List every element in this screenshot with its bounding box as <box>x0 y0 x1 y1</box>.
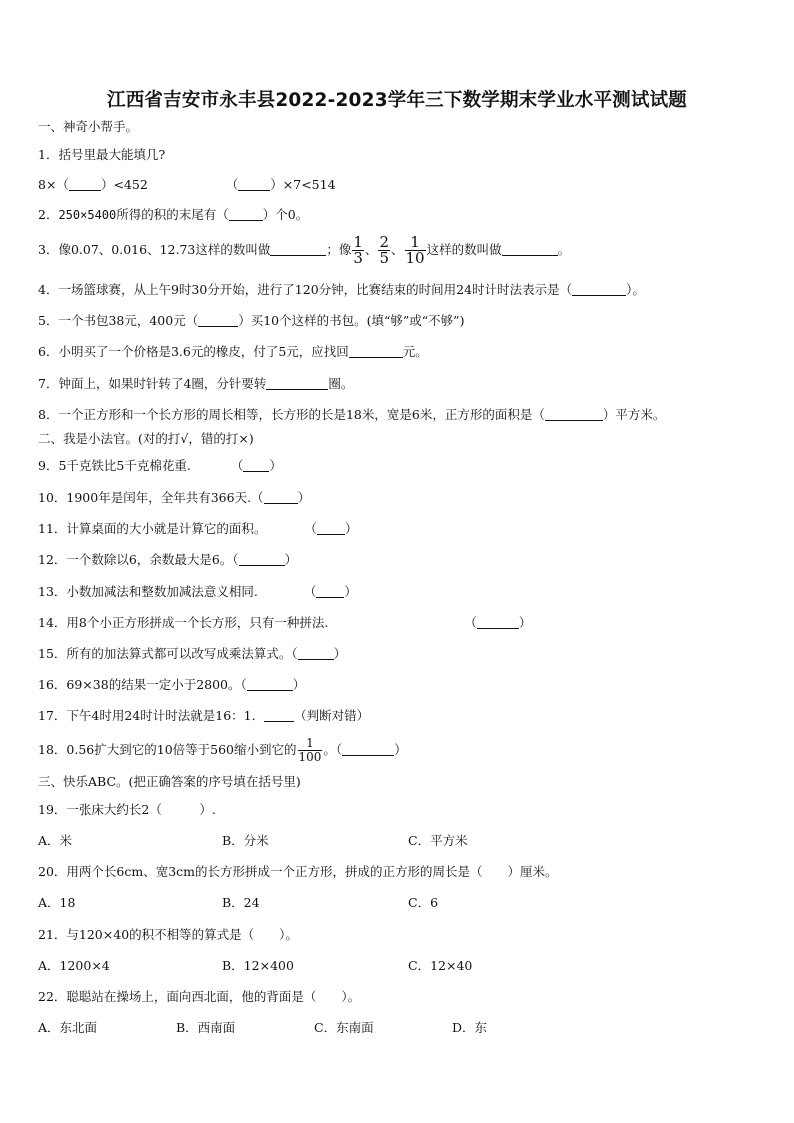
q7-text: 7．钟面上，如果时针转了4圈，分针要转 <box>38 376 267 391</box>
q1-b-prefix: （ <box>225 177 239 192</box>
answer-blank[interactable] <box>502 243 558 256</box>
q3-mid: ；像 <box>326 242 352 257</box>
q9-paren: （ <box>230 458 244 473</box>
question-21: 21．与120×40的积不相等的算式是（ ）。 <box>38 927 298 942</box>
q16-suffix: ） <box>292 677 306 692</box>
q17-suffix: （判断对错） <box>294 708 370 723</box>
denominator: 5 <box>379 249 389 267</box>
q18-text: 18．0.56扩大到它的10倍等于560缩小到它的 <box>38 742 297 757</box>
question-20: 20．用两个长6cm、宽3cm的长方形拼成一个正方形，拼成的正方形的周长是（ ）厘米。 <box>38 864 558 879</box>
question-9 <box>38 457 282 475</box>
question-14 <box>38 614 531 632</box>
q11-suffix: ） <box>344 521 358 536</box>
question-16 <box>38 676 305 694</box>
question-12 <box>38 551 297 569</box>
denominator: 10 <box>405 249 425 267</box>
question-18 <box>38 732 407 768</box>
fraction-1-100 <box>298 737 323 764</box>
q6-text: 6．小明买了一个价格是3.6元的橡皮，付了5元，应找回 <box>38 344 349 359</box>
option-c[interactable]: C．平方米 <box>408 833 468 848</box>
question-19-options <box>38 832 758 850</box>
q17-text: 17．下午4时用24时计时法就是16：1． <box>38 708 265 723</box>
option-a[interactable]: A．东北面 <box>38 1020 98 1035</box>
answer-blank[interactable] <box>198 314 238 327</box>
answer-blank[interactable] <box>69 178 101 191</box>
answer-blank[interactable] <box>239 553 285 566</box>
fraction-1-10 <box>405 235 426 266</box>
question-17 <box>38 707 369 725</box>
question-19: 19．一张床大约长2（ ）. <box>38 802 216 817</box>
numerator: 1 <box>353 233 363 251</box>
q12-text: 12．一个数除以6，余数最大是6。（ <box>38 552 239 567</box>
answer-blank[interactable] <box>247 678 293 691</box>
section-heading-2: 二、我是小法官。(对的打√，错的打×) <box>38 431 254 446</box>
q18-suffix: ） <box>394 742 407 757</box>
q13-suffix: ） <box>344 584 357 599</box>
q8-suffix: ）平方米。 <box>602 407 666 422</box>
page-title: 江西省吉安市永丰县2022-2023学年三下数学期末学业水平测试试题 <box>107 90 687 111</box>
option-d[interactable]: D．东 <box>452 1020 488 1035</box>
q8-text: 8．一个正方形和一个长方形的周长相等，长方形的长是18米，宽是6米，正方形的面积是（ <box>38 407 545 422</box>
answer-blank[interactable] <box>342 743 394 756</box>
q3-text-2: 这样的数叫做 <box>426 242 502 257</box>
answer-blank[interactable] <box>266 377 328 390</box>
section-heading-1: 一、神奇小帮手。 <box>38 119 139 134</box>
denominator: 3 <box>353 249 363 267</box>
denominator: 100 <box>298 750 322 764</box>
question-1: 1．括号里最大能填几? <box>38 147 166 162</box>
question-20-options <box>38 894 758 912</box>
q1-a-prefix: 8×（ <box>38 177 69 192</box>
answer-blank[interactable] <box>545 408 603 421</box>
q5-suffix: ）买10个这样的书包。(填“够”或“不够”) <box>238 313 465 328</box>
option-b[interactable]: B．分米 <box>222 833 269 848</box>
option-c[interactable]: C．12×40 <box>408 958 473 973</box>
fraction-1-3 <box>352 235 364 266</box>
q1-a-suffix: ）<452 <box>100 177 148 192</box>
separator: 、 <box>364 242 378 257</box>
q2-suffix: ）个0。 <box>262 207 309 222</box>
q10-suffix: ） <box>297 490 311 505</box>
q11-paren: （ <box>304 521 317 536</box>
q2-expression: 250×5400 <box>58 208 117 222</box>
question-21-options <box>38 957 758 975</box>
q3-suffix: 。 <box>557 242 571 257</box>
question-4 <box>38 281 645 299</box>
q9-text: 9．5千克铁比5千克棉花重. <box>38 458 191 473</box>
option-b[interactable]: B．西南面 <box>176 1020 236 1035</box>
question-5 <box>38 312 464 330</box>
option-a[interactable]: A．1200×4 <box>38 958 110 973</box>
answer-blank[interactable] <box>317 522 345 535</box>
question-3 <box>38 232 570 268</box>
question-10 <box>38 489 310 507</box>
q4-text: 4．一场篮球赛，从上午9时30分开始，进行了120分钟，比赛结束的时间用24时计时法表示是（ <box>38 282 573 297</box>
numerator: 2 <box>379 233 389 251</box>
answer-blank[interactable] <box>264 709 294 722</box>
q14-paren: （ <box>464 615 477 630</box>
question-22: 22．聪聪站在操场上，面向西北面，他的背面是（ ）。 <box>38 989 361 1004</box>
q9-suffix: ） <box>269 458 282 473</box>
option-c[interactable]: C．东南面 <box>314 1020 374 1035</box>
q14-text: 14．用8个小正方形拼成一个长方形，只有一种拼法. <box>38 615 329 630</box>
q1-b-suffix: ）×7<514 <box>270 177 336 192</box>
numerator: 1 <box>410 233 420 251</box>
q2-number: 2． <box>38 207 59 222</box>
q3-text: 3．像0.07、0.016、12.73这样的数叫做 <box>38 242 271 257</box>
fraction-2-5 <box>378 235 390 266</box>
answer-blank[interactable] <box>270 243 326 256</box>
q5-text: 5．一个书包38元，400元（ <box>38 313 199 328</box>
answer-blank[interactable] <box>298 647 334 660</box>
q6-suffix: 元。 <box>402 344 428 359</box>
answer-blank[interactable] <box>229 208 263 221</box>
option-b[interactable]: B．24 <box>222 895 260 910</box>
q13-text: 13．小数加减法和整数加减法意义相同. <box>38 584 258 599</box>
question-8 <box>38 406 665 424</box>
q2-text: 所得的积的末尾有（ <box>116 207 229 222</box>
option-c[interactable]: C．6 <box>408 895 439 910</box>
question-11 <box>38 520 357 538</box>
answer-blank[interactable] <box>477 616 519 629</box>
q16-text: 16．69×38的结果一定小于2800。（ <box>38 677 247 692</box>
q11-text: 11．计算桌面的大小就是计算它的面积。 <box>38 521 267 536</box>
answer-blank[interactable] <box>349 345 403 358</box>
question-7 <box>38 375 353 393</box>
option-b[interactable]: B．12×400 <box>222 958 294 973</box>
q12-suffix: ） <box>284 552 298 567</box>
option-a[interactable]: A．米 <box>38 833 73 848</box>
q4-suffix: ）。 <box>626 282 645 297</box>
section-heading-3: 三、快乐ABC。(把正确答案的序号填在括号里) <box>38 774 301 789</box>
question-22-options <box>38 1019 758 1037</box>
question-13 <box>38 583 357 601</box>
question-1-items <box>38 176 336 194</box>
answer-blank[interactable] <box>264 491 298 504</box>
answer-blank[interactable] <box>316 585 344 598</box>
q15-suffix: ） <box>333 646 347 661</box>
q10-text: 10．1900年是闰年，全年共有366天.（ <box>38 490 264 505</box>
numerator: 1 <box>306 736 314 750</box>
q13-paren: （ <box>303 584 317 599</box>
option-a[interactable]: A．18 <box>38 895 76 910</box>
q18-paren: 。（ <box>323 742 343 757</box>
q7-suffix: 圈。 <box>328 376 354 391</box>
answer-blank[interactable] <box>238 178 270 191</box>
answer-blank[interactable] <box>572 283 626 296</box>
question-6 <box>38 343 428 361</box>
question-15 <box>38 645 346 663</box>
q15-text: 15．所有的加法算式都可以改写成乘法算式。（ <box>38 646 298 661</box>
separator: 、 <box>390 242 404 257</box>
q14-suffix: ） <box>518 615 532 630</box>
answer-blank[interactable] <box>243 459 269 472</box>
question-2 <box>38 206 308 224</box>
